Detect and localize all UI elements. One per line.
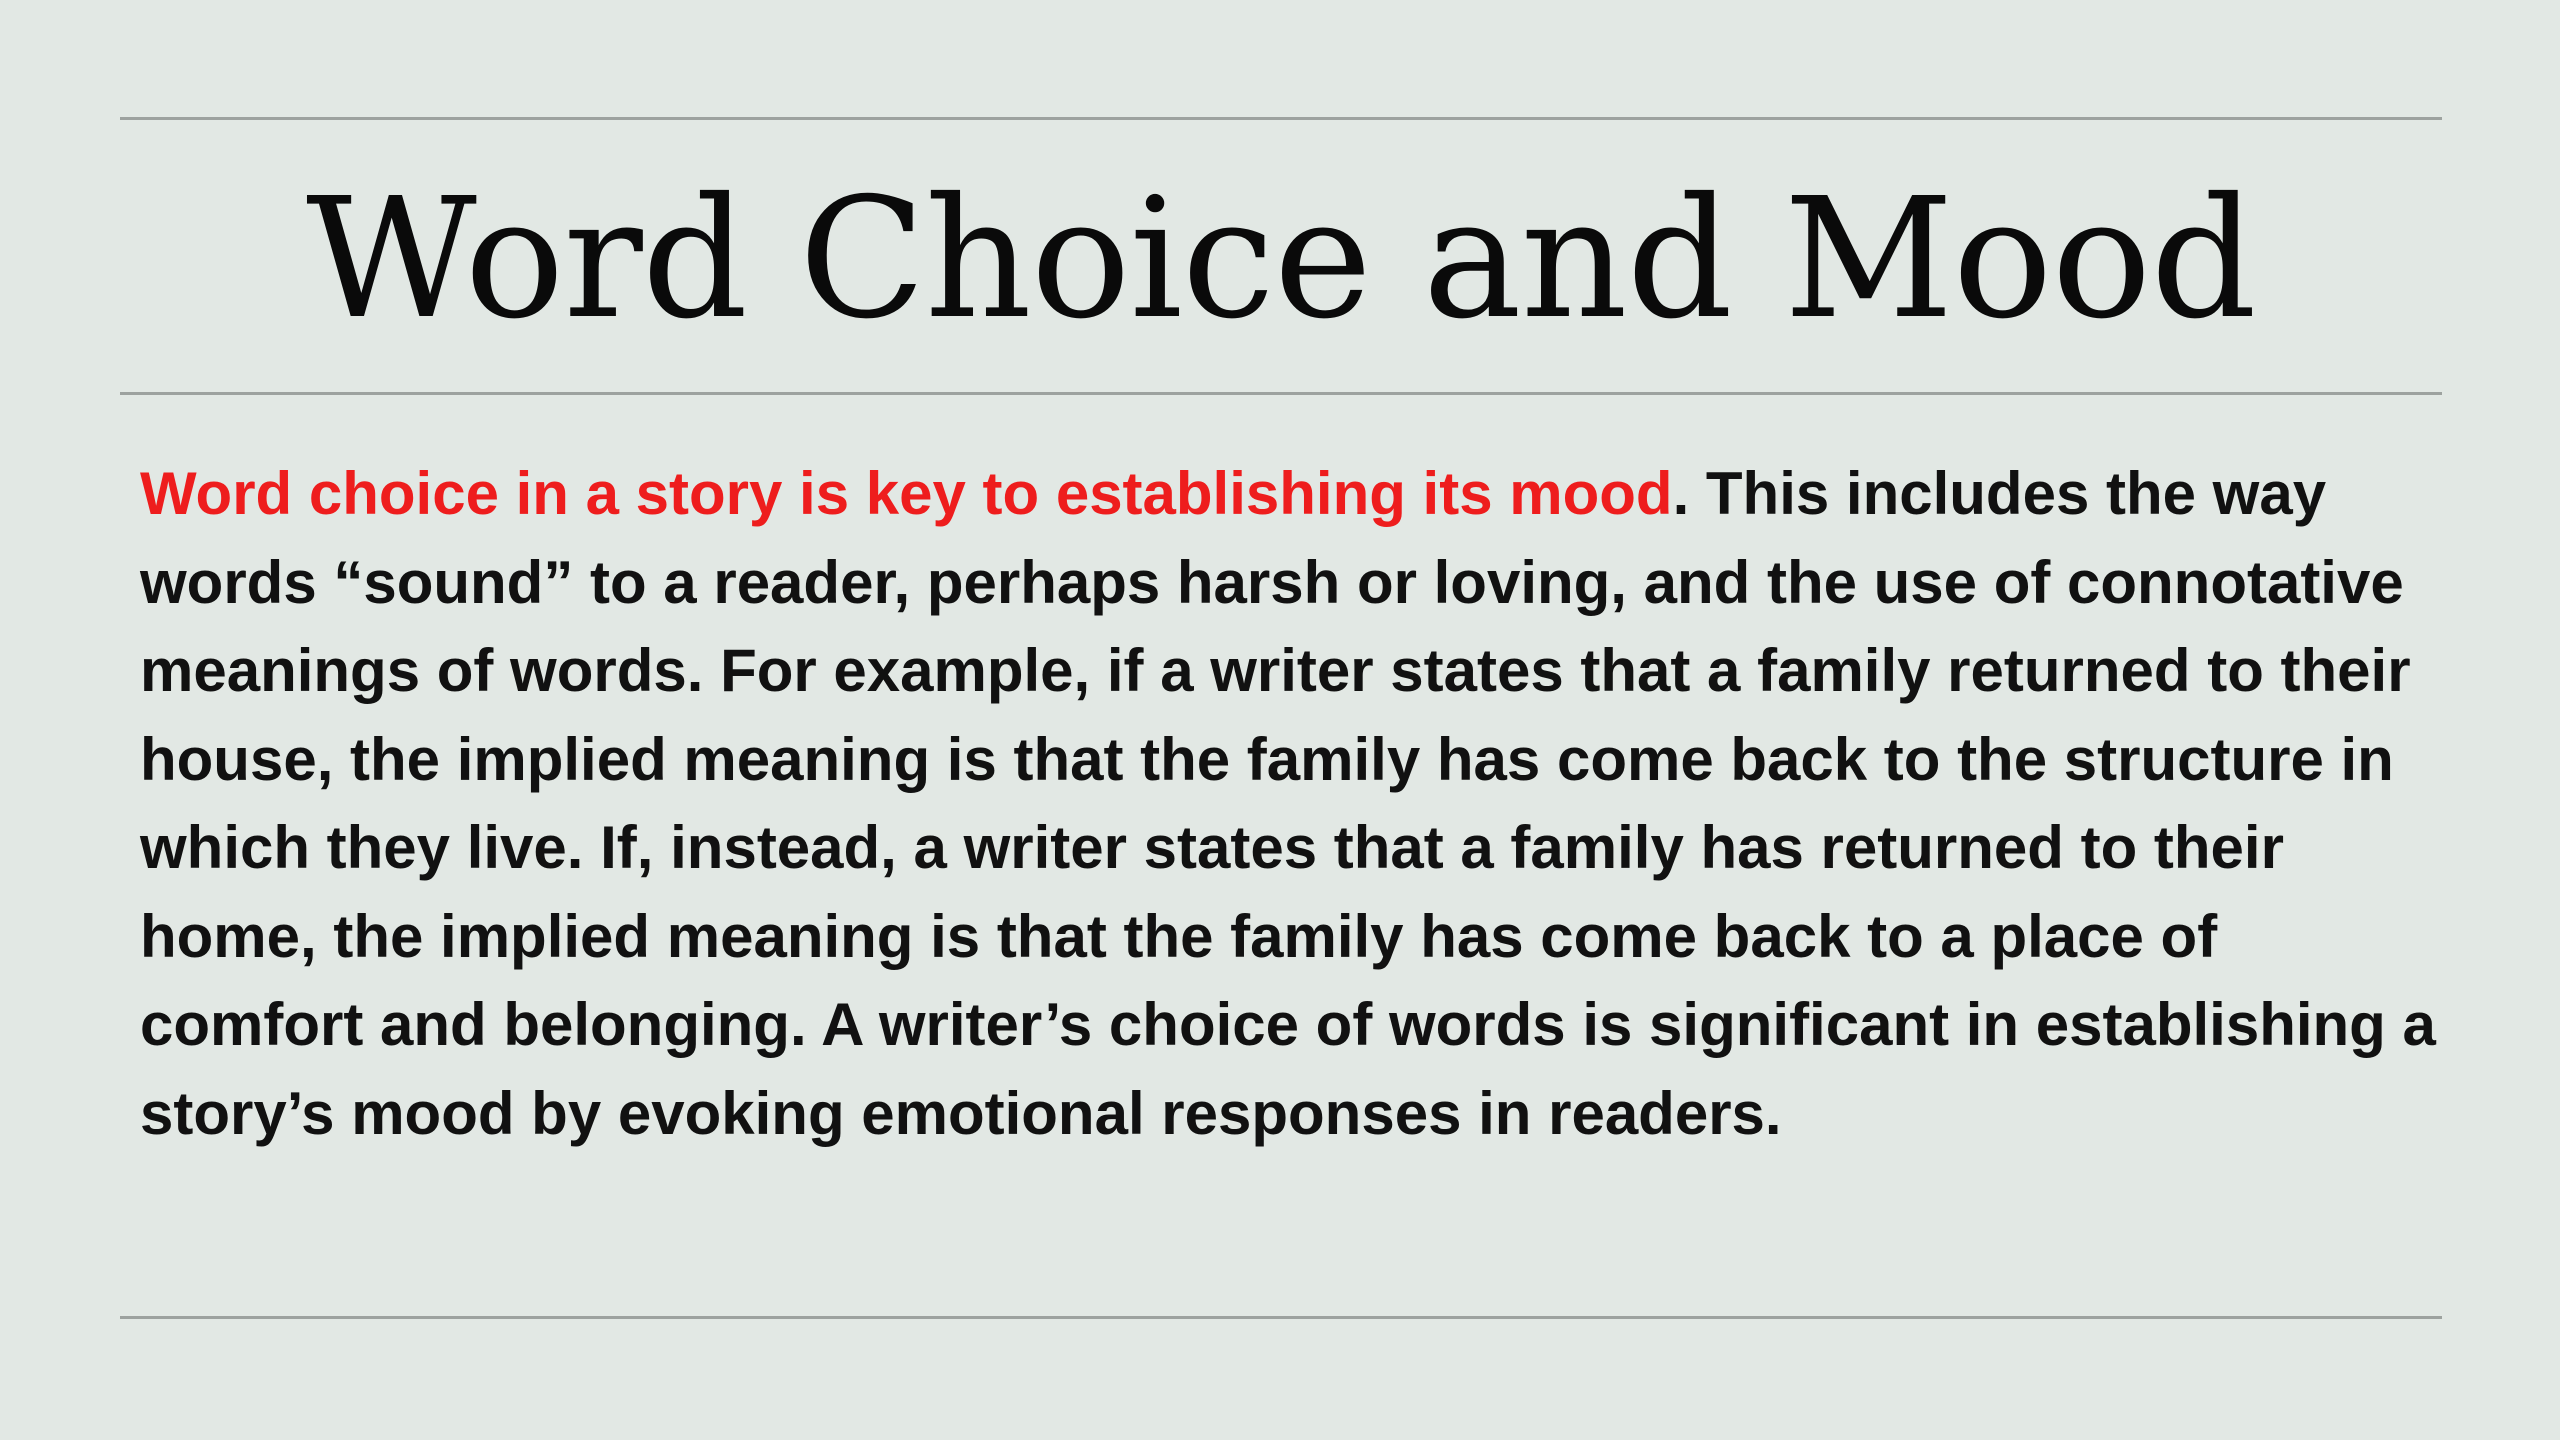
highlighted-key-sentence: Word choice in a story is key to establishing its mood — [140, 460, 1673, 527]
bottom-divider — [120, 1316, 2442, 1319]
top-divider — [120, 117, 2442, 120]
body-text-rest: . This includes the way words “sound” to a reader, perhaps harsh or loving, and the use of connotative meanings of words. For example, if a writer states that a family returned to their house, the implied meaning is that the family has come back to the structure in which they live. If, instead, a writer states that a family has returned to their home, the implied meaning is that the family has come back to a place of comfort and belonging. A writer’s choice of words is significant in establishing a story’s mood by evoking emotional responses in readers. — [140, 460, 2436, 1147]
slide-title: Word Choice and Mood — [306, 163, 2256, 356]
body-paragraph — [140, 450, 2440, 1158]
title-divider — [120, 392, 2442, 395]
